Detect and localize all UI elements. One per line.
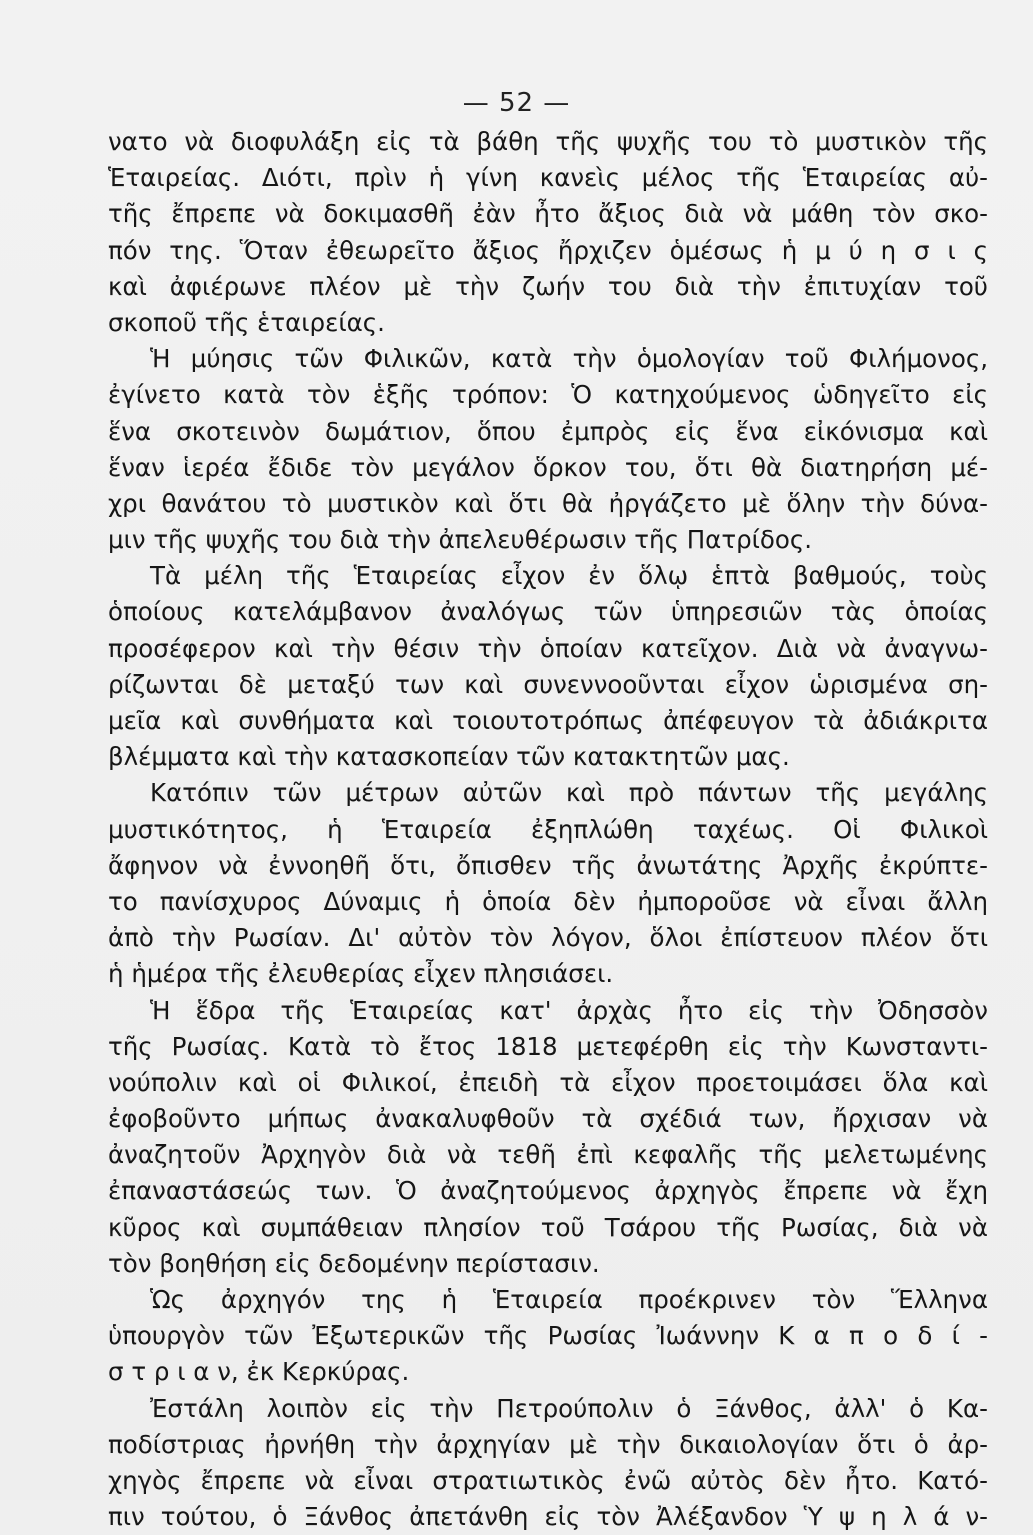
- text-line: βλέμματα καὶ τὴν κατασκοπείαν τῶν κατακτητῶν μας.: [108, 742, 790, 772]
- text-line: χηγὸς ἔπρεπε νὰ εἶναι στρατιωτικὸς ἐνῶ αὐτὸς δὲν ἦτο. Κατό-: [108, 1465, 988, 1495]
- text-line: πιν τούτου, ὁ Ξάνθος ἀπετάνθη εἰς τὸν Ἀλέξανδον Ὑ ψ η λ ά ν-: [108, 1502, 988, 1532]
- text-line: προσέφερον καὶ τὴν θέσιν τὴν ὁποίαν κατεῖχον. Διὰ νὰ ἀναγνω-: [108, 633, 988, 663]
- text-line: ἡ ἡμέρα τῆς ἐλευθερίας εἶχεν πλησιάσει.: [108, 959, 614, 989]
- text-line: Τὰ μέλη τῆς Ἑταιρείας εἶχον ἐν ὅλῳ ἑπτὰ βαθμούς, τοὺς: [150, 561, 988, 591]
- text-line: Ὡς ἀρχηγόν της ἡ Ἑταιρεία προέκρινεν τὸν Ἕλληνα: [150, 1285, 988, 1314]
- text-line: ἕνα σκοτεινὸν δωμάτιον, ὅπου ἐμπρὸς εἰς ἕνα εἰκόνισμα καὶ: [108, 416, 988, 446]
- text-line: ἐγίνετο κατὰ τὸν ἑξῆς τρόπον: Ὁ κατηχούμενος ὡδηγεῖτο εἰς: [108, 380, 988, 410]
- text-line: ρίζωνται δὲ μεταξύ των καὶ συνεννοοῦνται εἶχον ὡρισμένα ση-: [108, 669, 988, 699]
- text-line: σ τ ρ ι α ν, ἐκ Κερκύρας.: [108, 1357, 410, 1387]
- text-line: το πανίσχυρος Δύναμις ἡ ὁποία δὲν ἠμποροῦσε νὰ εἶναι ἄλλη: [108, 886, 988, 916]
- text-line: χρι θανάτου τὸ μυστικὸν καὶ ὅτι θὰ ἠργάζετο μὲ ὅλην τὴν δύνα-: [108, 488, 988, 518]
- text-line: μιν τῆς ψυχῆς του διὰ τὴν ἀπελευθέρωσιν τῆς Πατρίδος.: [108, 525, 813, 555]
- text-line: τῆς ἔπρεπε νὰ δοκιμασθῆ ἐὰν ἦτο ἄξιος διὰ νὰ μάθη τὸν σκο-: [108, 199, 988, 229]
- text-line: ἄφηνον νὰ ἐννοηθῆ ὅτι, ὄπισθεν τῆς ἀνωτάτης Ἀρχῆς ἐκρύπτε-: [108, 850, 988, 880]
- text-line: κῦρος καὶ συμπάθειαν πλησίον τοῦ Τσάρου τῆς Ρωσίας, διὰ νὰ: [108, 1212, 988, 1242]
- text-line: τὸν βοηθήση εἰς δεδομένην περίστασιν.: [108, 1248, 600, 1278]
- text-line: καὶ ἀφιέρωνε πλέον μὲ τὴν ζωήν του διὰ τὴν ἐπιτυχίαν τοῦ: [108, 271, 988, 301]
- text-line: Ἡ ἕδρα τῆς Ἑταιρείας κατ' ἀρχὰς ἦτο εἰς τὴν Ὀδησσὸν: [150, 995, 988, 1025]
- text-line: Ἐστάλη λοιπὸν εἰς τὴν Πετρούπολιν ὁ Ξάνθος, ἀλλ' ὁ Κα-: [150, 1393, 988, 1423]
- text-line: ἐπαναστάσεώς των. Ὁ ἀναζητούμενος ἀρχηγὸς ἔπρεπε νὰ ἔχη: [108, 1176, 988, 1206]
- text-line: ἕναν ἱερέα ἔδιδε τὸν μεγάλον ὅρκον του, ὅτι θὰ διατηρήση μέ-: [108, 452, 988, 482]
- page-number: — 52 —: [462, 88, 571, 118]
- text-line: ἀναζητοῦν Ἀρχηγὸν διὰ νὰ τεθῆ ἐπὶ κεφαλῆς τῆς μελετωμένης: [108, 1140, 988, 1170]
- text-line: πόν της. Ὅταν ἐθεωρεῖτο ἄξιος ἤρχιζεν ὁμέσως ἡ μ ύ η σ ι ς: [108, 235, 988, 265]
- text-line: Ἑταιρείας. Διότι, πρὶν ἡ γίνη κανεὶς μέλος τῆς Ἑταιρείας αὐ-: [108, 163, 988, 193]
- text-line: ποδίστριας ἠρνήθη τὴν ἀρχηγίαν μὲ τὴν δικαιολογίαν ὅτι ὁ ἀρ-: [108, 1429, 988, 1459]
- text-line: νατο νὰ διοφυλάξη εἰς τὰ βάθη τῆς ψυχῆς του τὸ μυστικὸν τῆς: [108, 127, 988, 156]
- text-line: ὁποίους κατελάμβανον ἀναλόγως τῶν ὑπηρεσιῶν τὰς ὁποίας: [108, 597, 988, 627]
- text-line: Ἡ μύησις τῶν Φιλικῶν, κατὰ τὴν ὁμολογίαν τοῦ Φιλήμονος,: [150, 344, 988, 374]
- text-line: νούπολιν καὶ οἱ Φιλικοί, ἐπειδὴ τὰ εἶχον προετοιμάσει ὅλα καὶ: [108, 1067, 988, 1097]
- text-line: ὑπουργὸν τῶν Ἐξωτερικῶν τῆς Ρωσίας Ἰωάννην Κ α π ο δ ί -: [108, 1321, 988, 1351]
- text-line: ἀπὸ τὴν Ρωσίαν. Δι' αὐτὸν τὸν λόγον, ὅλοι ἐπίστευον πλέον ὅτι: [108, 923, 988, 953]
- text-line: μεῖα καὶ συνθήματα καὶ τοιουτοτρόπως ἀπέφευγον τὰ ἀδιάκριτα: [108, 706, 988, 735]
- text-line: τῆς Ρωσίας. Κατὰ τὸ ἔτος 1818 μετεφέρθη εἰς τὴν Κωνσταντι-: [108, 1031, 988, 1061]
- text-line: ἐφοβοῦντο μήπως ἀνακαλυφθοῦν τὰ σχέδιά των, ἤρχισαν νὰ: [108, 1104, 988, 1134]
- body-text: [108, 124, 988, 1535]
- text-line: μυστικότητος, ἡ Ἑταιρεία ἐξηπλώθη ταχέως. Οἱ Φιλικοὶ: [108, 814, 988, 844]
- text-line: σκοποῦ τῆς ἑταιρείας.: [108, 307, 385, 337]
- text-line: Κατόπιν τῶν μέτρων αὐτῶν καὶ πρὸ πάντων τῆς μεγάλης: [150, 778, 988, 808]
